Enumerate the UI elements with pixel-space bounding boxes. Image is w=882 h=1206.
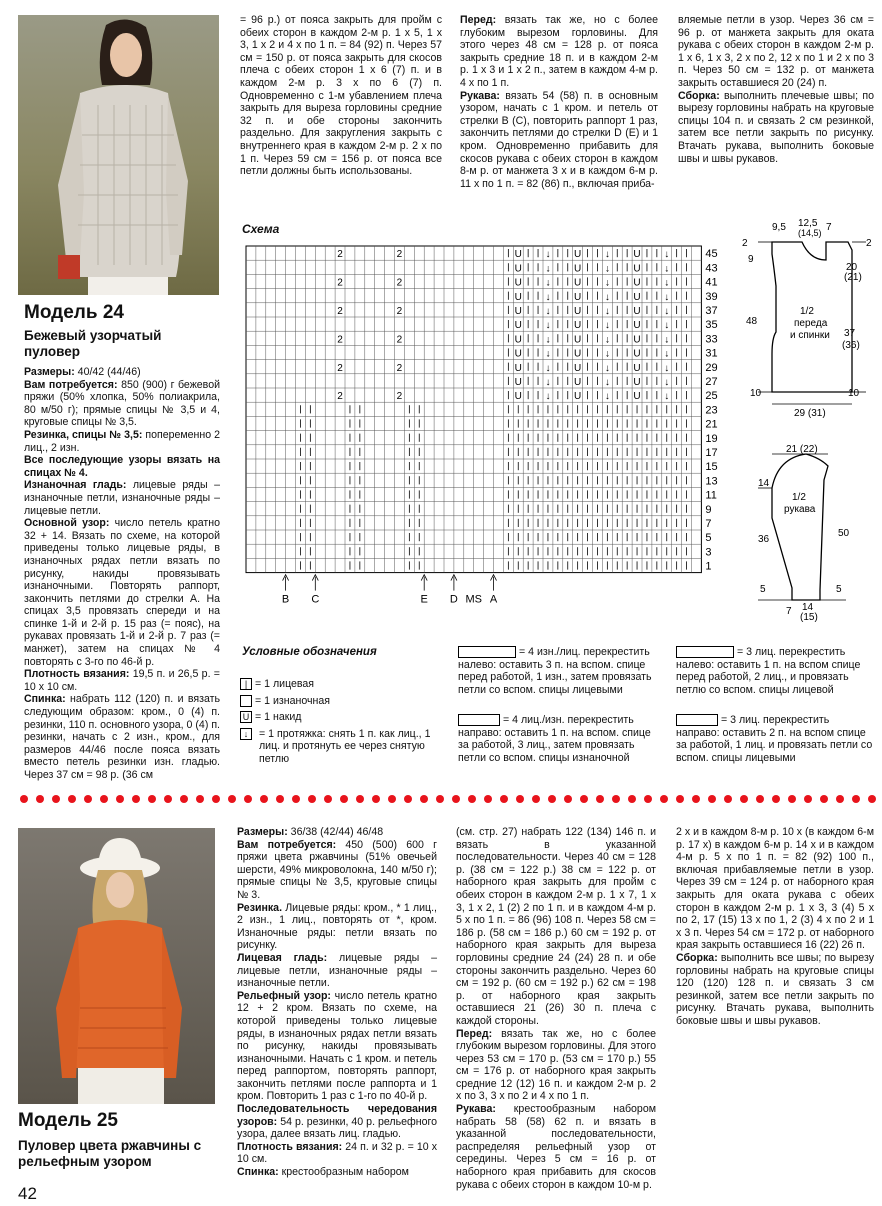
chart-stitch-symbol: ↓ [604,348,610,360]
chart-cable-label: 2 [337,391,343,403]
separator-dot [788,795,796,803]
chart-stitch-symbol: U [633,348,641,360]
model25-title: Модель 25 [18,1110,118,1131]
model25-col3: 2 х и в каждом 8-м р. 10 х (в каждом 6-м р. 17 х) в каждом 6-м р. 14 х и в каждом 4-м р. 5 х по 1 п. = 82 (92) 100 п., включая прибавляемые петли в узор. Через 39 см = 124 р. от наборного края закрыть для оката рукава с обеих сторон в каждом 2-м р. 1 х 3, 3 (4) 5 х по 2, 17 (15) 13 х по 1, 2 (3) 4 х по 2 и 1 х 3 п. Через 54 см = 172 р. от наборного края закрыть оставшиеся 16 (22) 26 п. Сборка: выполнить все швы; по вырезу горловины набрать на круговые спицы 120 (120) 128 п. и связать 3 см резинкой, затем все петли закрыть по рисунку. Втачать рукава, выполнить боковые швы и швы рукавов. [676,826,874,1027]
separator-dot [820,795,828,803]
chart-row-number: 3 [705,546,712,559]
separator-dot [84,795,92,803]
slip-symbol: ↓ [240,728,252,740]
chart-row-number: 25 [705,390,718,403]
dotted-separator [18,792,878,806]
page-number: 42 [18,1184,37,1203]
legend-title: Условные обозначения [242,646,377,658]
cross-left-4-symbol [458,646,516,658]
chart-row-number: 1 [705,560,712,573]
chart-arrow-label: MS [465,593,482,604]
separator-dot [212,795,220,803]
model25-col2: (см. стр. 27) набрать 122 (134) 146 п. и вязать в указанной последовательности. Через 40 см = 128 р. (38 см = 122 р.) 38 см = 122 р. от наборного края закрыть для пройм с обеих сторон в каждом 2-м р. 1 х 7, 1 х 3, 1 х 2, 1 (2) 2 по 1 п. и в каждом 4-м р. 5 х по 1 п. = 86 (96) 108 п. Через 58 см = 186 р. (58 см = 186 р.) 60 см = 192 р. от наборного края закрыть для выреза горловины средние 24 (24) 28 п. и обе стороны закончить раздельно. Через 60 см = 192 р. (60 см = 192 р.) 62 см = 198 р. от наборного края закрыть оставшиеся 21 (26) 30 п. плеча с каждой стороны. Перед: вязать так же, но с более глубоким вырезом горловины. Для этого через 53 см = 170 р. (53 см = 170 р.) 55 см = 176 р. от наборного края закрыть средние 12 (12) 16 п. и каждом 2-м р. 2 х по 3, 3 х по 2 и 4 х по 1 п. Рукава: крестообразным набором набрать 58 (58) 62 п. и вязать в указанной последовательности, распределяя рельефный узор от середины. Через 5 см = 16 р. от наборного края прибавить для скосов рукава с обеих сторон в каждом 10-м р. [456,826,656,1191]
chart-row-number: 17 [705,447,718,459]
chart-stitch-symbol: ↓ [664,391,670,403]
diag-right-5: (36) [842,340,860,351]
chart-stitch-symbol: ↓ [604,291,610,303]
diag-right-3: (21) [844,272,862,283]
diag-left-4: 10 [750,388,762,399]
diag-right-2: 20 [846,262,858,273]
separator-dot [180,795,188,803]
chart-stitch-symbol: ↓ [604,377,610,388]
diag-center-2: переда [794,318,828,329]
purl-symbol [240,695,252,707]
chart-row-number: 19 [705,432,718,445]
legend-cross2: = 4 лиц./изн. перекрестить направо: оставить 1 п. на вспом. спице за работой, 3 лиц., затем провязать петли со вспом. спицы изнаночной [458,714,651,764]
chart-stitch-symbol: ↓ [664,291,670,303]
separator-dot [100,795,108,803]
chart-arrow-label: A [489,593,498,604]
model24-title: Модель 24 [24,302,124,323]
sleeve-right-1: 50 [838,528,850,539]
chart-row-number: 29 [705,361,718,374]
chart-stitch-symbol: ↓ [545,291,551,303]
separator-dot [20,795,28,803]
diag-right-4: 37 [844,328,856,339]
chart-stitch-symbol: U [633,320,641,332]
model24-photo [18,15,219,295]
chart-stitch-symbol: ↓ [604,277,610,289]
chart-stitch-symbol: ↓ [604,391,610,403]
cross-right-3-symbol [676,714,718,726]
separator-dot [740,795,748,803]
separator-dot [548,795,556,803]
chart-stitch-symbol: ↓ [664,362,670,374]
chart-stitch-symbol: ↓ [664,263,670,275]
chart-cable-label: 2 [396,334,403,346]
separator-dot [388,795,396,803]
legend-item-yarnover: U = 1 накид [240,711,445,724]
chart-stitch-symbol: ↓ [545,377,551,388]
chart-row-number: 27 [705,376,718,388]
chart-stitch-symbol: U [514,249,522,261]
model25-col1: Размеры: 36/38 (42/44) 46/48 Вам потребуется: 450 (500) 600 г пряжи цвета ржавчины (51% овечьей шерсти, 49% микроволокна, 140 м/50 г); прямые спицы № 3,5, круговые спицы № 3. Резинка. Лицевые ряды: кром., * 1 лиц., 2 изн., 1 лиц., повторять от *, кром. Изнаночные ряды: петли вязать по рисунку. Лицевая гладь: лицевые ряды – лицевые петли, изнаночные ряды – изнаночные петли. Рельефный узор: число петель кратно 12 + 2 кром. Вязать по схеме, на которой приведены только лицевые ряды, в изнаночных рядах петли вязать по рисунку, накиды провязывать изнаночными. Начать с 1 кром. и петель перед раппортом, повторять раппорт, закончить петлями после раппорта и 1 кром. Повторить 1 раз с 1-го по 40-й р. Последовательность чередования узоров: 54 р. резинки, 40 р. рельефного узора, далее вязать лиц. гладью. Плотность вязания: 24 п. и 32 р. = 10 х 10 см. Спинка: крестообразным набором [237,826,437,1179]
chart-stitch-symbol: U [514,291,522,303]
chart-stitch-symbol: ↓ [664,320,670,332]
chart-row-number: 7 [705,518,712,530]
chart-stitch-symbol: U [633,362,641,374]
chart-stitch-symbol: U [633,277,641,289]
separator-dot [36,795,44,803]
legend-cross3: = 3 лиц. перекрестить налево: оставить 1 п. на вспом спице перед работой, 2 лиц., и провязать петлю со вспом. спицы лицевой [676,646,861,696]
sleeve-diagram [738,440,878,630]
separator-dot [308,795,316,803]
chart-stitch-symbol: U [514,320,522,332]
chart-row-number: 37 [705,305,718,317]
model25-subtitle: Пуловер цвета ржавчины с рельефным узором [18,1138,202,1169]
chart-stitch-symbol: U [574,391,582,403]
separator-dot [356,795,364,803]
chart-stitch-symbol: U [574,348,582,360]
chart-arrow-label: E [420,593,428,604]
separator-dot [532,795,540,803]
diag-top-measure-4: 7 [826,222,832,233]
chart-stitch-symbol: U [574,334,582,346]
legend-basic [240,678,445,766]
chart-stitch-symbol: ↓ [545,391,551,403]
chart-row-number: 21 [705,418,718,431]
separator-dot [516,795,524,803]
separator-dot [228,795,236,803]
diag-bottom: 29 (31) [794,408,826,419]
chart-cable-label: 2 [337,334,343,346]
separator-dot [676,795,684,803]
cross-left-3-symbol [676,646,734,658]
separator-dot [644,795,652,803]
separator-dot [804,795,812,803]
sleeve-left-3: 5 [760,584,766,595]
separator-dot [596,795,604,803]
schema-title: Схема [242,222,280,236]
chart-stitch-symbol: U [514,348,522,360]
legend-item-slip: ↓ = 1 протяжка: снять 1 п. как лиц., 1 лиц. и протянуть ее через снятую петлю [240,728,445,766]
chart-arrow-label: B [281,593,290,604]
chart-stitch-symbol: U [514,263,522,275]
separator-dot [52,795,60,803]
chart-stitch-symbol: U [633,391,641,403]
legend-item-purl: = 1 изнаночная [240,695,445,708]
model24-col4: вляемые петли в узор. Через 36 см = 96 р. от манжета закрыть для оката рукава с обеих сторон в каждом 2-м р. 1 х 6, 1 х 3, 2 х по 2, 12 х по 1 и 2 х по 3 п. Через 50 см = 132 р. от манжета закрыть оставшиеся 20 (24) п. Сборка: выполнить плечевые швы; по вырезу горловины набрать на круговые спицы 104 п. и связать 2 см резинкой, затем все петли закрыть по рисунку. Втачать рукава, выполнить боковые швы и швы рукавов. [678,14,874,165]
chart-stitch-symbol: U [633,377,641,388]
separator-dot [724,795,732,803]
chart-stitch-symbol: U [514,377,522,388]
separator-dot [148,795,156,803]
separator-dot [452,795,460,803]
chart-stitch-symbol: U [574,377,582,388]
chart-stitch-symbol: U [633,306,641,317]
legend-cross4: = 3 лиц. перекрестить направо: оставить 2 п. на вспом спице за работой, 1 лиц. и провязать петли со вспом. спицы лицевыми [676,714,873,764]
chart-stitch-symbol: U [633,263,641,275]
separator-dot [68,795,76,803]
separator-dot [260,795,268,803]
sleeve-left-2: 36 [758,534,770,545]
chart-cable-label: 2 [396,249,403,261]
legend-cross1: = 4 изн./лиц. перекрестить налево: оставить 3 п. на вспом. спице перед работой, 1 изн., затем провязать петли со вспом. спицы лицевыми [458,646,652,696]
separator-dot [692,795,700,803]
separator-dot [196,795,204,803]
chart-stitch-symbol: ↓ [604,320,610,332]
chart-row-number: 9 [705,503,712,516]
chart-stitch-symbol: U [514,306,522,317]
separator-dot [420,795,428,803]
chart-row-number: 33 [705,333,718,346]
chart-row-number: 31 [705,347,718,360]
chart-stitch-symbol: U [633,334,641,346]
chart-cable-label: 2 [396,391,403,403]
model24-col1: Размеры: 40/42 (44/46) Вам потребуется: 850 (900) г бежевой пряжи (50% хлопка, 50% полиакрила, 80 м/50 г); прямые спицы № 3,5 и 4, круговые спицы № 3,5. Резинка, спицы № 3,5: попеременно 2 лиц., 2 изн. Все последующие узоры вязать на спицах № 4. Изнаночная гладь: лицевые ряды – изнаночные петли, изнаночные ряды – лицевые петли. Основной узор: число петель кратно 32 + 14. Вязать по схеме, на которой приведены только лицевые ряды, в изнаночных рядах петли вязать по рисунку, накиды провязывать изнаночными. Повторять раппорт, закончить петлями до стрелки A. На спицах 3,5 провязать спереди и на спинке 1-й и 2-й р. 15 раз (= пояс), на рукавах провязать 1-й и 2-й р. 7 раз (= манжет), затем на спицах № 4 повторять с 3-го по 46-й р. Плотность вязания: 19,5 п. и 26,5 р. = 10 х 10 см. Спинка: набрать 112 (120) п. и вязать следующим образом: кром., 0 (4) п. резинки, 110 п. основного узора, 0 (4) п. резинки, начать с 2 изн., кром., для размеров 44/46 после пояса вязать вместо петель резинки изн. гладью. Через 37 см = 98 р. (36 см [24,366,221,781]
chart-stitch-symbol: U [574,320,582,332]
chart-stitch-symbol: ↓ [664,277,670,289]
chart-stitch-symbol: ↓ [545,320,551,332]
chart-stitch-symbol: ↓ [664,377,670,388]
chart-row-number: 45 [705,248,718,261]
diag-top-measure-3: (14,5) [798,228,822,238]
separator-dot [292,795,300,803]
chart-row-number: 15 [705,461,718,474]
separator-dot [564,795,572,803]
knitting-chart [240,240,720,604]
chart-cable-label: 2 [396,362,403,374]
chart-stitch-symbol: U [574,263,582,275]
chart-stitch-symbol: ↓ [604,249,610,261]
chart-stitch-symbol: ↓ [604,362,610,374]
chart-stitch-symbol: U [633,291,641,303]
diag-top-measure-2: 12,5 [798,218,818,229]
chart-stitch-symbol: ↓ [664,348,670,360]
chart-row-number: 43 [705,262,718,275]
chart-stitch-symbol: ↓ [545,306,551,317]
sleeve-bottom-a: 7 [786,606,792,617]
chart-stitch-symbol: U [514,391,522,403]
diag-left-1: 2 [742,238,748,249]
separator-dot [436,795,444,803]
chart-stitch-symbol: ↓ [545,334,551,346]
chart-stitch-symbol: U [574,362,582,374]
front-back-diagram [738,214,878,434]
chart-cable-label: 2 [337,306,343,317]
diag-left-3: 48 [746,316,758,327]
diag-top-measure-1: 9,5 [772,222,786,233]
chart-row-number: 41 [705,276,718,289]
chart-row-number: 11 [705,489,717,502]
chart-row-number: 35 [705,319,718,332]
cross-right-4-symbol [458,714,500,726]
separator-dot [468,795,476,803]
separator-dot [484,795,492,803]
chart-cable-label: 2 [396,306,403,317]
chart-stitch-symbol: ↓ [604,334,610,346]
chart-stitch-symbol: U [514,334,522,346]
sleeve-bottom-c: (15) [800,612,818,623]
chart-row-number: 13 [705,475,718,488]
separator-dot [340,795,348,803]
separator-dot [660,795,668,803]
model24-col2: = 96 р.) от пояса закрыть для пройм с обеих сторон в каждом 2-м р. 1 х 5, 1 х 3, 1 х 2 и 4 х по 1 п. = 84 (92) п. Через 57 см = 150 р. от пояса закрыть для скосов плеча с обеих сторон 1 х 6 (7) п. и в каждом 2-м р. 3 х по 6 (7) п. Одновременно с 1-м убавлением плеча закрыть для выреза горловины средние 32 п. и обе стороны закончить раздельно. Для закругления закрыть с внутреннего края в каждом 2-м р. 2 х по 1 п. Через 59 см = 156 р. от пояса все петли должны быть использованы. [240,14,442,178]
sleeve-center-1: 1/2 [792,492,806,503]
model25-photo [18,828,215,1104]
sleeve-left-1: 14 [758,478,770,489]
separator-dot [372,795,380,803]
separator-dot [628,795,636,803]
separator-dot [164,795,172,803]
separator-dot [404,795,412,803]
sleeve-center-2: рукава [784,504,816,515]
chart-row-number: 39 [705,290,718,303]
chart-stitch-symbol: U [633,249,641,261]
chart-stitch-symbol: ↓ [664,306,670,317]
separator-dot [612,795,620,803]
chart-cable-label: 2 [337,277,343,289]
chart-stitch-symbol: ↓ [545,249,551,261]
legend-item-knit: | = 1 лицевая [240,678,445,691]
chart-stitch-symbol: ↓ [545,348,551,360]
chart-stitch-symbol: U [574,306,582,317]
sleeve-right-2: 5 [836,584,842,595]
chart-row-number: 23 [705,404,718,417]
chart-stitch-symbol: ↓ [545,263,551,275]
sleeve-bottom-b: 14 [802,602,814,613]
diag-right-1: 2 [866,238,872,249]
model24-col3: Перед: вязать так же, но с более глубоким вырезом горловины. Для этого через 48 см = 128 р. от пояса закрыть средние 18 п. и в каждом 2-м р. 1 х 3 и 1 х 2 п., затем в каждом 4-м р. 4 х по 1 п. Рукава: вязать 54 (58) п. в основным узором, начать с 1 кром. и петель от стрелки B (C), повторить раппорт 1 раз, закончить петлями до стрелки D (E) и 1 кром. Одновременно прибавить для скосов рукава с обеих сторон в каждом 8-м р. от манжета 3 х и в каждом 6-м р. 11 х по 1 п. = 82 (86) п., включая приба- [460,14,658,190]
yarnover-symbol: U [240,711,252,723]
diag-right-6: 10 [848,388,860,399]
chart-arrow-label: D [449,593,458,604]
separator-dot [500,795,508,803]
separator-dot [580,795,588,803]
separator-dot [324,795,332,803]
chart-cable-label: 2 [337,249,343,261]
chart-row-number: 5 [705,532,712,545]
separator-dot [132,795,140,803]
separator-dot [116,795,124,803]
chart-stitch-symbol: ↓ [664,249,670,261]
diag-left-2: 9 [748,254,754,265]
diag-center-1: 1/2 [800,306,814,317]
chart-stitch-symbol: U [574,249,582,261]
chart-stitch-symbol: U [514,277,522,289]
model24-subtitle: Бежевый узорчатый пуловер [24,328,162,359]
chart-arrow-label: C [311,593,320,604]
chart-stitch-symbol: U [574,277,582,289]
separator-dot [276,795,284,803]
chart-stitch-symbol: U [574,291,582,303]
separator-dot [772,795,780,803]
diag-center-3: и спинки [790,330,830,341]
chart-stitch-symbol: ↓ [604,263,610,275]
separator-dot [836,795,844,803]
separator-dot [708,795,716,803]
knit-symbol: | [240,678,252,690]
chart-stitch-symbol: U [514,362,522,374]
sleeve-top: 21 (22) [786,444,818,455]
chart-stitch-symbol: ↓ [545,362,551,374]
chart-stitch-symbol: ↓ [604,306,610,317]
chart-cable-label: 2 [337,362,343,374]
separator-dot [852,795,860,803]
chart-stitch-symbol: ↓ [664,334,670,346]
chart-cable-label: 2 [396,277,403,289]
separator-dot [244,795,252,803]
separator-dot [868,795,876,803]
chart-stitch-symbol: ↓ [545,277,551,289]
separator-dot [756,795,764,803]
